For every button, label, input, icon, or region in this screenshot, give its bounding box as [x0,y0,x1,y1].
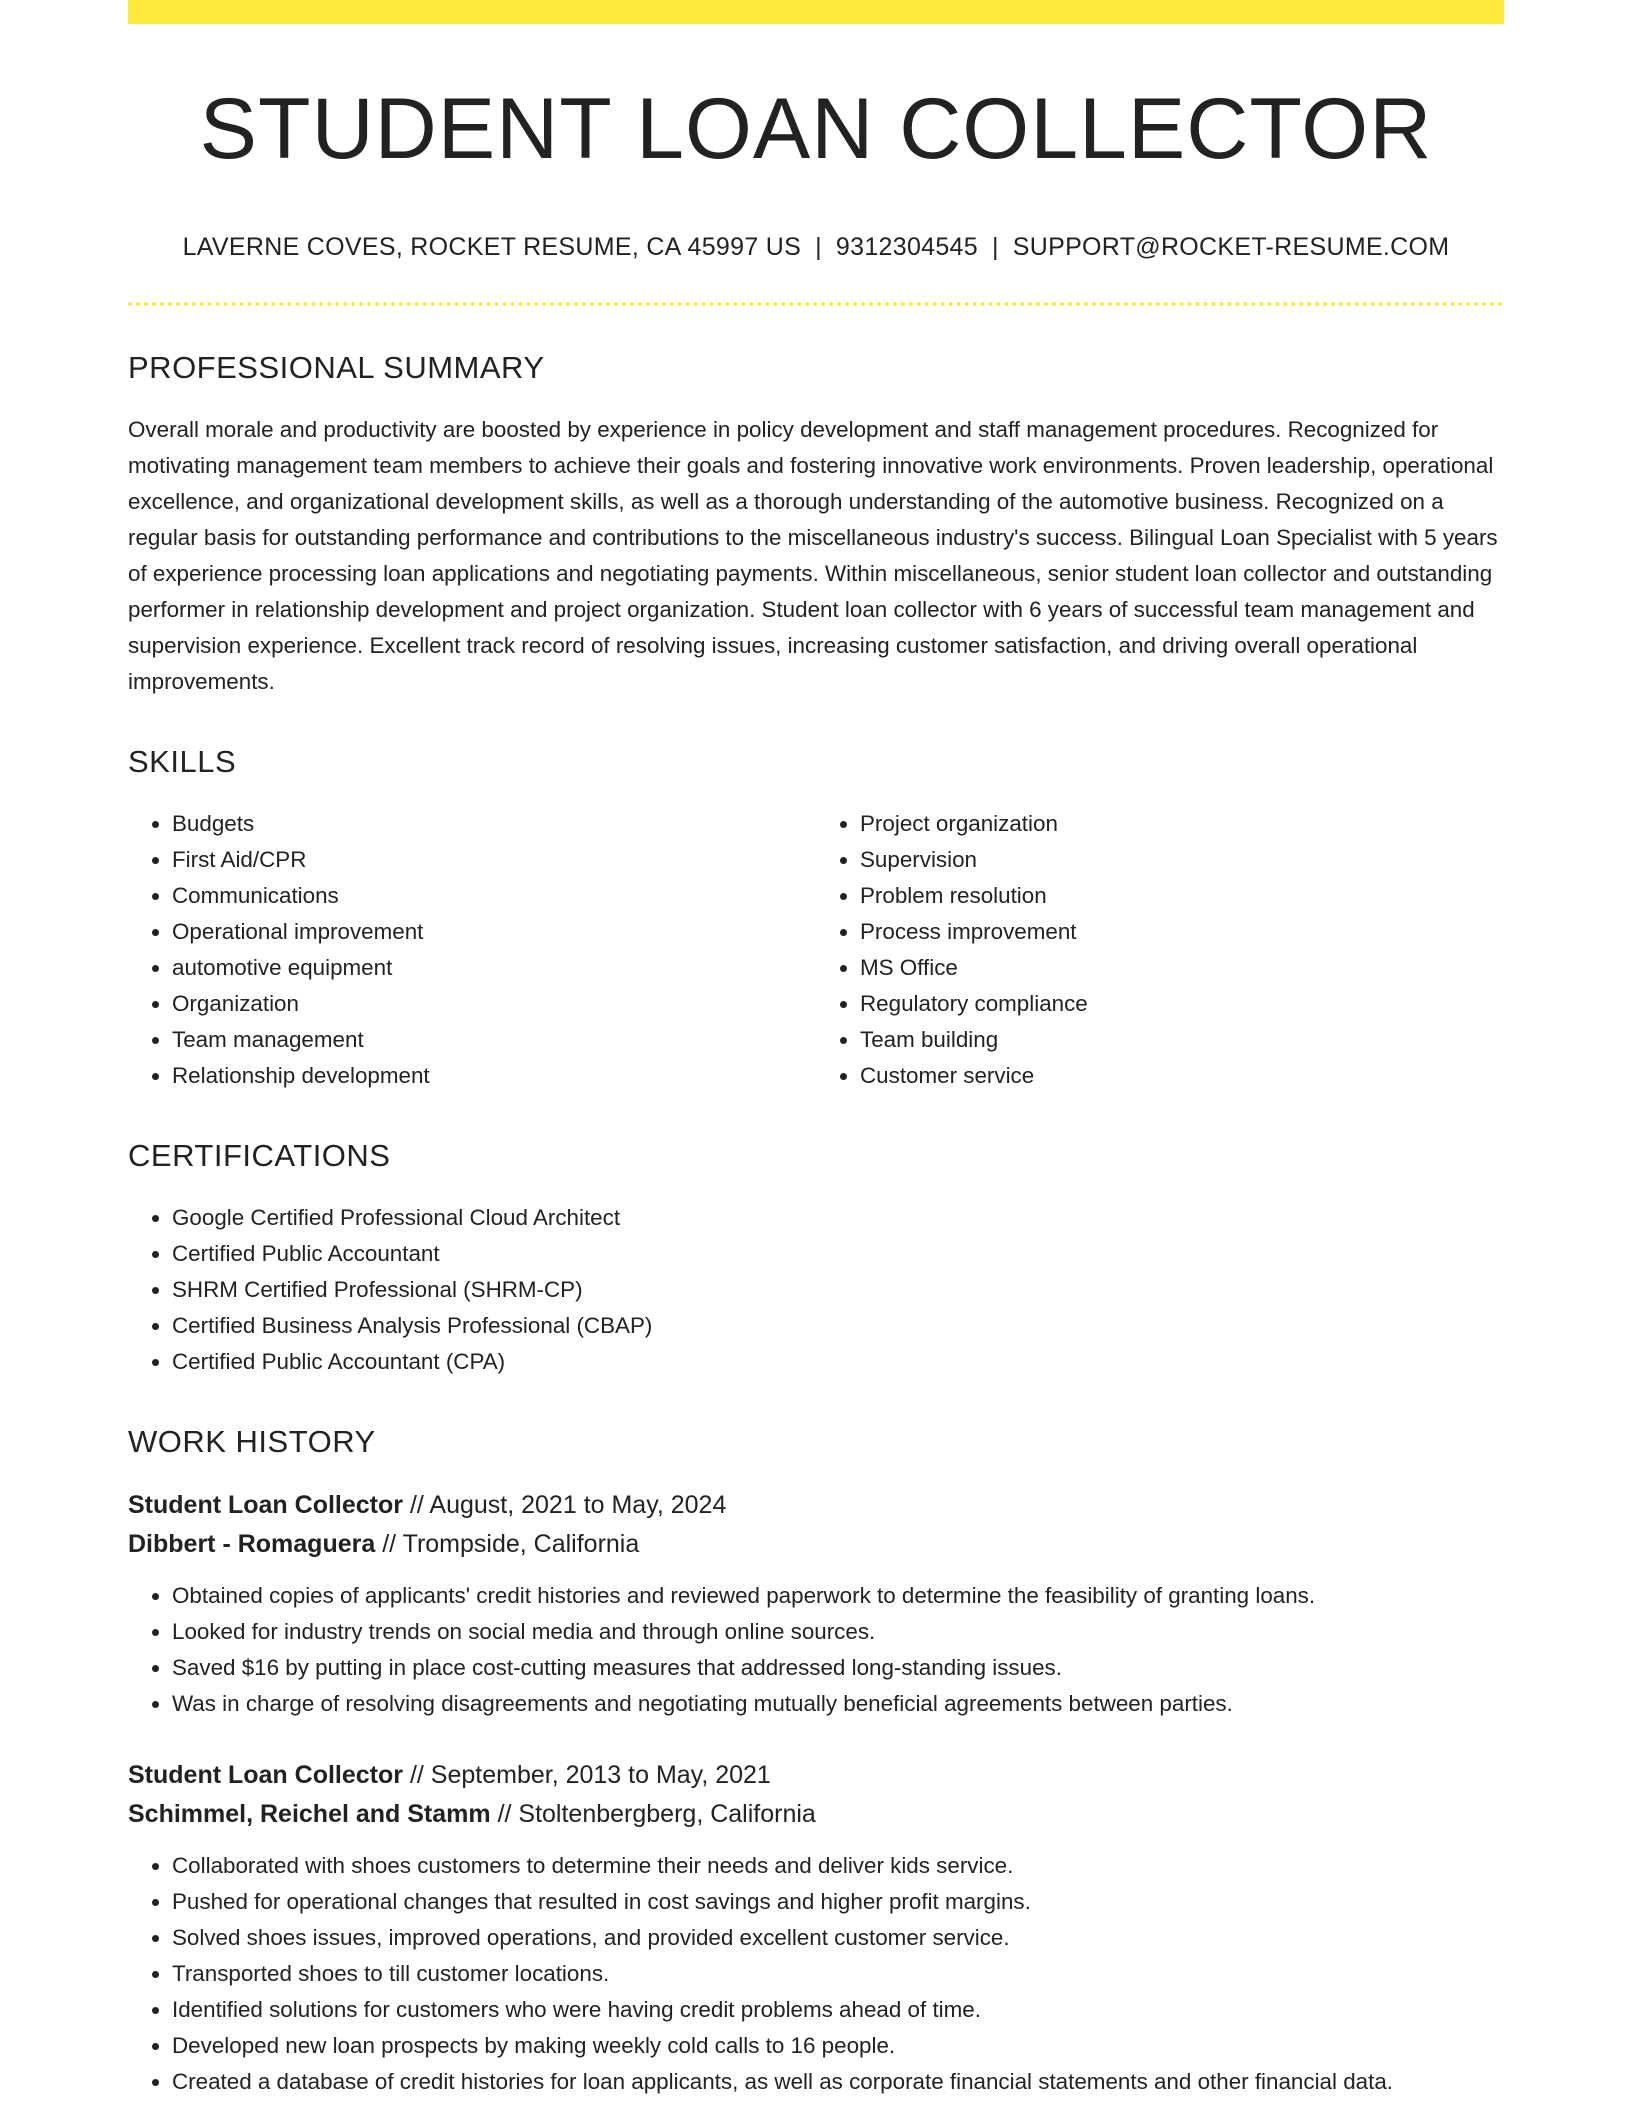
job-entry [128,1486,1504,1722]
skill-item: • Supervision [860,842,1504,878]
job-duty-item: • Was in charge of resolving disagreements and negotiating mutually beneficial agreements between parties. [172,1686,1504,1722]
certification-item: • Certified Public Accountant (CPA) [172,1344,1504,1380]
job-duty-item: • Transported shoes to till customer locations. [172,1956,1504,1992]
section-title-summary: PROFESSIONAL SUMMARY [128,349,545,385]
skill-item: • Organization [172,986,816,1022]
job-entry [128,1756,1504,2100]
job-duty-item: • Created a database of credit histories for loan applicants, as well as corporate financial statements and other financial data. [172,2064,1504,2100]
job-duty-item: • Looked for industry trends on social media and through online sources. [172,1614,1504,1650]
job-duty-item: • Saved $16 by putting in place cost-cutting measures that addressed long-standing issues. [172,1650,1504,1686]
job-company: Dibbert - Romaguera [128,1529,376,1558]
contact-email: SUPPORT@ROCKET-RESUME.COM [1012,232,1450,261]
skill-item: • Operational improvement [172,914,816,950]
skill-item: • Team building [860,1022,1504,1058]
skill-item: • First Aid/CPR [172,842,816,878]
job-role-line [128,1486,1504,1525]
skill-item: • Project organization [860,806,1504,842]
section-title-certifications: CERTIFICATIONS [128,1137,391,1173]
job-company-line [128,1795,1504,1834]
skills-list-right [816,806,1504,1094]
job-dates: // August, 2021 to May, 2024 [403,1490,727,1519]
section-title-work-history: WORK HISTORY [128,1423,376,1459]
dotted-divider [128,302,1504,306]
resume-page [128,0,1504,2100]
summary-text: Overall morale and productivity are boosted by experience in policy development and staff management procedures. Recognized for motivating management team members to achieve their goals and fostering innovative work environments. Proven leadership, operational excellence, and organizational development skills, as well as a thorough understanding of the automotive business. Recognized on a regular basis for outstanding performance and contributions to the miscellaneous industry's success. Bilingual Loan Specialist with 5 years of experience processing loan applications and negotiating payments. Within miscellaneous, senior student loan collector and outstanding performer in relationship development and project organization. Student loan collector with 6 years of successful team management and supervision experience. Excellent track record of resolving issues, increasing customer satisfaction, and driving overall operational improvements. [128,416,1498,694]
job-role: Student Loan Collector [128,1760,403,1789]
certifications-list [128,1200,1504,1380]
contact-separator: | [815,232,822,261]
job-location: // Stoltenbergberg, California [490,1799,816,1828]
job-dates: // September, 2013 to May, 2021 [403,1760,771,1789]
job-duty-item: • Identified solutions for customers who were having credit problems ahead of time. [172,1992,1504,2028]
certification-item: • SHRM Certified Professional (SHRM-CP) [172,1272,1504,1308]
job-location: // Trompside, California [375,1529,640,1558]
skill-item: • Regulatory compliance [860,986,1504,1022]
resume-title: STUDENT LOAN COLLECTOR [199,81,1433,177]
job-duty-item: • Solved shoes issues, improved operations, and provided excellent customer service. [172,1920,1504,1956]
section-title-skills: SKILLS [128,743,237,779]
contact-line [128,233,1504,262]
certifications-section [128,1138,1504,1380]
job-duty-item: • Developed new loan prospects by making weekly cold calls to 16 people. [172,2028,1504,2064]
skill-item: • Team management [172,1022,816,1058]
job-duties-list [128,1848,1504,2100]
certification-item: • Certified Public Accountant [172,1236,1504,1272]
skill-item: • automotive equipment [172,950,816,986]
contact-phone: 9312304545 [835,232,978,261]
job-duty-item: • Obtained copies of applicants' credit histories and reviewed paperwork to determine the feasibility of granting loans. [172,1578,1504,1614]
skill-item: • Relationship development [172,1058,816,1094]
accent-bar [128,0,1504,24]
skill-item: • Problem resolution [860,878,1504,914]
contact-address: LAVERNE COVES, ROCKET RESUME, CA 45997 US [182,232,802,261]
skill-item: • MS Office [860,950,1504,986]
job-duties-list [128,1578,1504,1722]
certification-item: • Certified Business Analysis Professional (CBAP) [172,1308,1504,1344]
skills-list-left [128,806,816,1094]
skills-section [128,744,1504,1094]
job-duty-item: • Collaborated with shoes customers to determine their needs and deliver kids service. [172,1848,1504,1884]
job-role-line [128,1756,1504,1795]
skill-item: • Process improvement [860,914,1504,950]
job-duty-item: • Pushed for operational changes that resulted in cost savings and higher profit margins. [172,1884,1504,1920]
job-company-line [128,1525,1504,1564]
certification-item: • Google Certified Professional Cloud Architect [172,1200,1504,1236]
skill-item: • Communications [172,878,816,914]
work-history-section [128,1424,1504,2100]
job-role: Student Loan Collector [128,1490,403,1519]
skill-item: • Customer service [860,1058,1504,1094]
contact-separator: | [991,232,999,261]
job-company: Schimmel, Reichel and Stamm [128,1799,491,1828]
skills-columns [128,806,1504,1094]
summary-section [128,350,1504,700]
skill-item: • Budgets [172,806,816,842]
